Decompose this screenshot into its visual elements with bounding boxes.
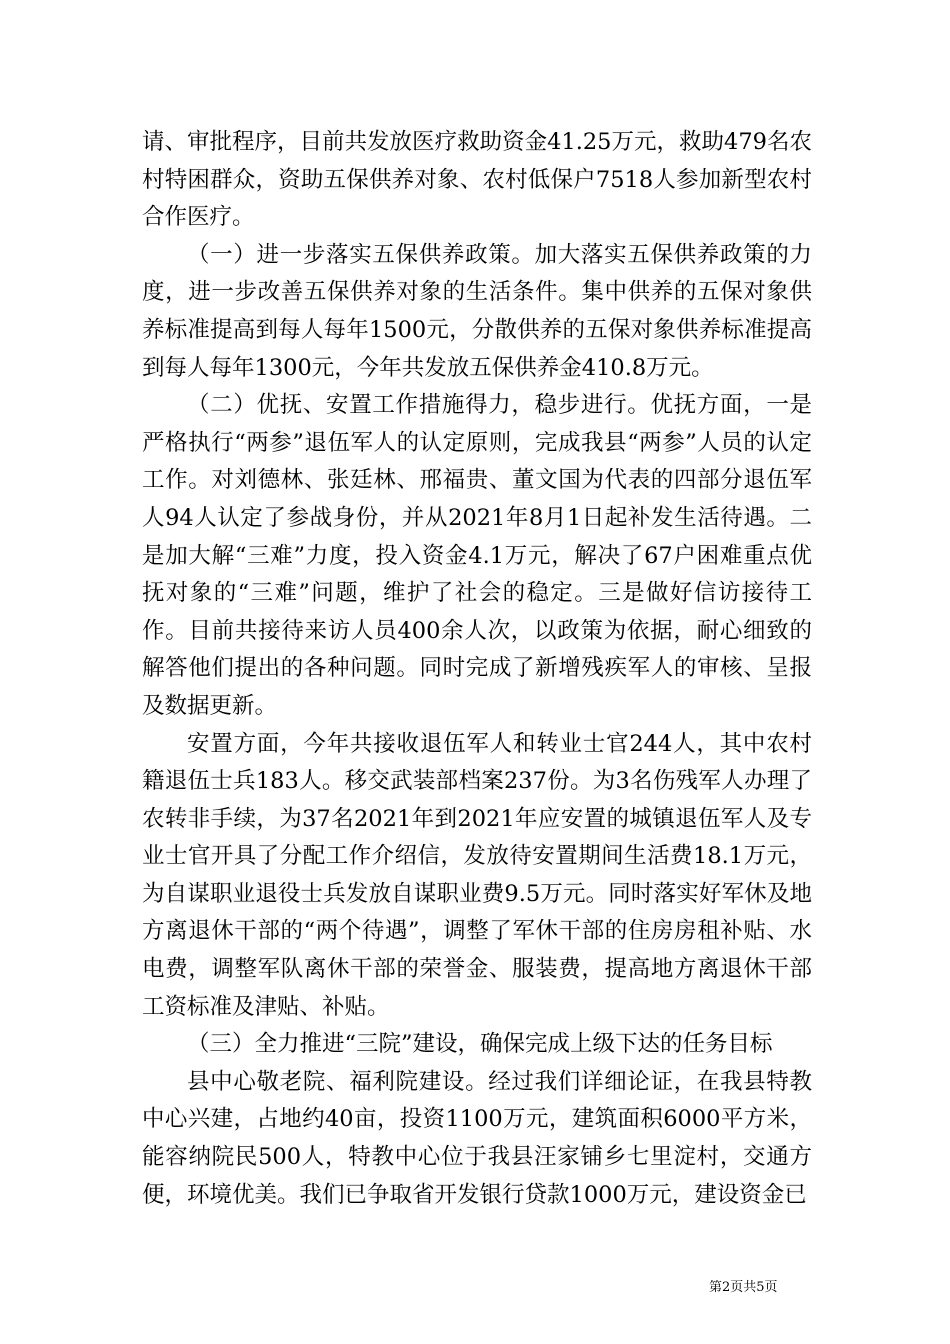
section-heading-three-institutions: （三）全力推进“三院”建设，确保完成上级下达的任务目标 (187, 1031, 773, 1058)
paragraph-nursing-home: 县中心敬老院、福利院建设。经过我们详细论证，在我县特教中心兴建，占地约40亩，投资1100万元，建筑面积6000平方米，能容纳院民500人，特教中心位于我县汪家铺乡七里淀村，交通方便，环境优美。我们已争取省开发银行贷款1000万元，建设资金已 (142, 1068, 812, 1208)
paragraph-medical-aid: 请、审批程序，目前共发放医疗救助资金41.25万元，救助479名农村特困群众，资助五保供养对象、农村低保户7518人参加新型农村合作医疗。 (142, 129, 812, 231)
paragraph-five-guarantees: （一）进一步落实五保供养政策。加大落实五保供养政策的力度，进一步改善五保供养对象的生活条件。集中供养的五保对象供养标准提高到每人每年1500元，分散供养的五保对象供养标准提高到每人每年1300元，今年共发放五保供养金410.8万元。 (142, 241, 812, 381)
paragraph-resettlement: 安置方面，今年共接收退伍军人和转业士官244人，其中农村籍退伍士兵183人。移交武装部档案237份。为3名伤残军人办理了农转非手续，为37名2021年到2021年应安置的城镇退伍军人及专业士官开具了分配工作介绍信，发放待安置期间生活费18.1万元，为自谋职业退役士兵发放自谋职业费9.5万元。同时落实好军休及地方离退休干部的“两个待遇”，调整了军休干部的住房房租补贴、水电费，调整军队离休干部的荣誉金、服装费，提高地方离退休干部工资标准及津贴、补贴。 (142, 730, 812, 1020)
document-body (142, 124, 812, 1214)
page-number-footer: 第2页共5页 (709, 1280, 778, 1295)
paragraph-special-care: （二）优抚、安置工作措施得力，稳步进行。优抚方面，一是严格执行“两参”退伍军人的认定原则，完成我县“两参”人员的认定工作。对刘德林、张廷林、邢福贵、董文国为代表的四部分退伍军人94人认定了参战身份，并从2021年8月1日起补发生活待遇。二是加大解“三难”力度，投入资金4.1万元，解决了67户困难重点优抚对象的“三难”问题，维护了社会的稳定。三是做好信访接待工作。目前共接待来访人员400余人次，以政策为依据，耐心细致的解答他们提出的各种问题。同时完成了新增残疾军人的审核、呈报及数据更新。 (142, 392, 812, 719)
